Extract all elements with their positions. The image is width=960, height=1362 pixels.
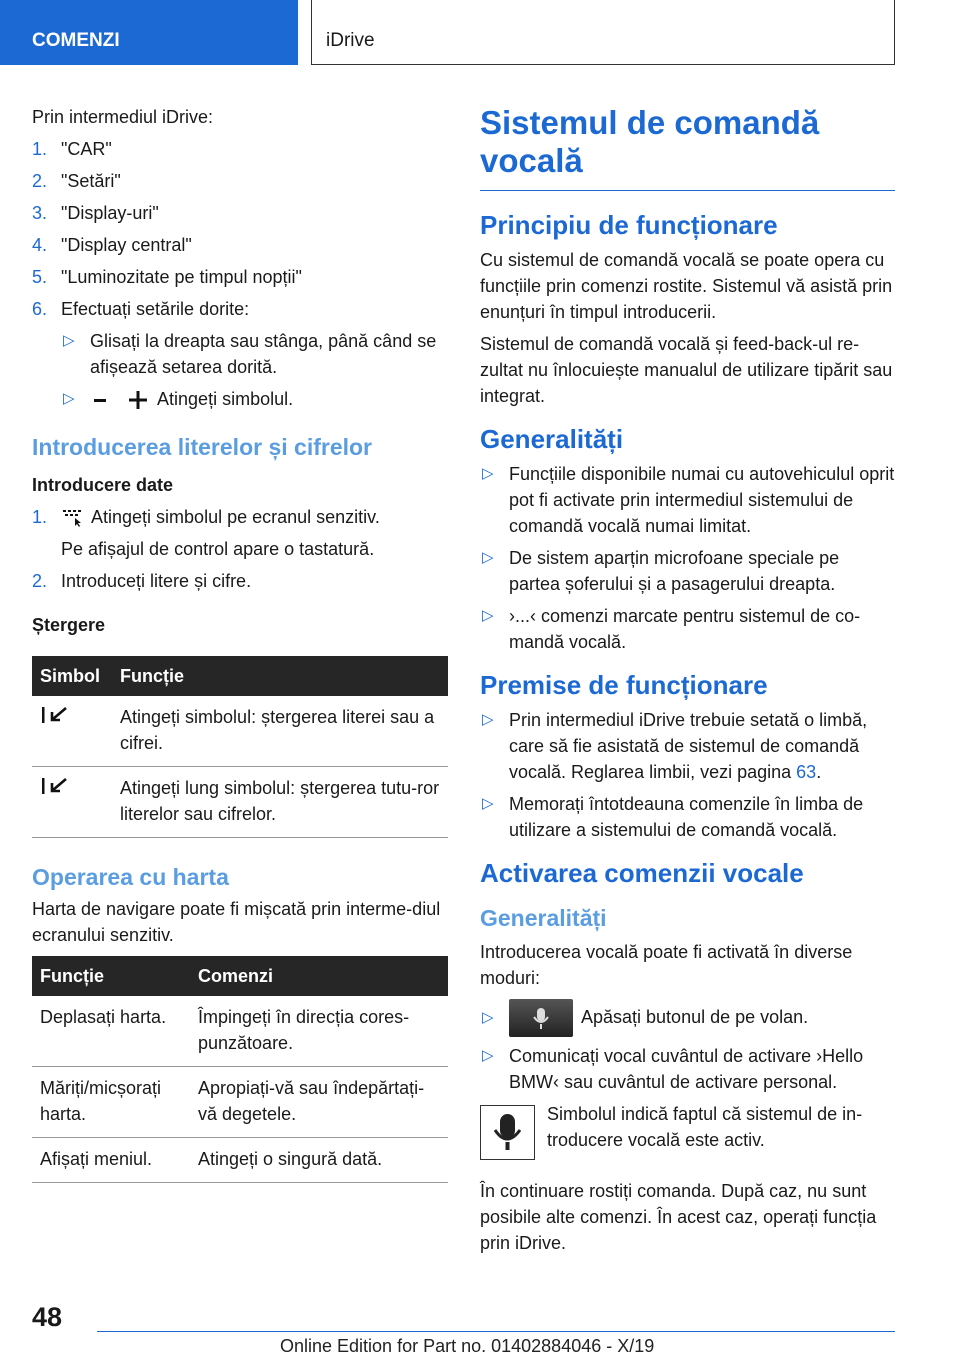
triangle-bullet-icon: ▷ (482, 795, 494, 812)
page-link[interactable]: 63 (796, 762, 817, 782)
bullet-text: De sistem aparțin microfoane speciale pe partea șoferului și a pasagerului dreapta. (509, 548, 840, 594)
right-column (480, 104, 895, 1262)
table-cell: Împingeți în direcția cores-punzătoare. (190, 996, 448, 1067)
step-number: 2. (32, 171, 48, 191)
map-text: Harta de navigare poate fi mișcată prin interme-diul ecranului senzitiv. (32, 899, 441, 945)
step-item (32, 504, 448, 562)
triangle-bullet-icon: ▷ (482, 1047, 494, 1064)
bullet-text: ›...‹ comenzi marcate pentru sistemul de co-mandă vocală. (509, 606, 861, 652)
step-item (32, 232, 448, 258)
general-list (480, 461, 895, 655)
footer-edition: Online Edition for Part no. 01402884046 - X/19 (280, 1336, 655, 1356)
step-text: Introduceți litere și cifre. (61, 571, 252, 591)
triangle-bullet-icon: ▷ (482, 711, 494, 728)
paragraph: Cu sistemul de comandă vocală se poate opera cu funcțiile prin comenzi rostite. Sistemul vă asistă prin enunțuri în timpul introducerii. (480, 250, 893, 322)
closing-paragraph: În continuare rostiți comanda. După caz, nu sunt posibile alte comenzi. În acest caz, operați funcția prin iDrive. (480, 1181, 877, 1253)
bullet-item (61, 328, 448, 380)
table-header-cell: Funcție (32, 956, 190, 996)
step-number: 2. (32, 571, 48, 591)
section-label: COMENZI (32, 30, 120, 51)
step-text: "Setări" (61, 171, 121, 191)
bullet-item (480, 461, 895, 539)
table-row (32, 1067, 448, 1138)
triangle-bullet-icon: ▷ (482, 1009, 494, 1026)
bullet-item (480, 603, 895, 655)
step-number: 4. (32, 235, 48, 255)
bullet-text-end: . (816, 762, 822, 782)
heading-map: Operarea cu harta (32, 864, 229, 890)
bullet-item (480, 791, 895, 843)
bullet-text: Funcțiile disponibile numai cu autovehiculul oprit pot fi activate prin intermediul sistemului de comandă vocală numai limitat. (509, 464, 895, 536)
keyboard-touch-icon (61, 508, 87, 528)
chapter-label: iDrive (326, 30, 375, 51)
bullet-text: Prin intermediul iDrive trebuie setată o limbă, care să fie asistată de sistemul de comandă vocală. Reglarea limbii, vezi pagina (509, 710, 868, 782)
bullet-text: Glisați la dreapta sau stânga, până când se afișează setarea dorită. (90, 331, 437, 377)
microphone-icon (481, 1106, 534, 1159)
triangle-bullet-icon: ▷ (63, 390, 75, 407)
entry-steps (32, 504, 448, 594)
table-cell: Deplasați harta. (32, 996, 190, 1067)
table-header-cell: Comenzi (190, 956, 448, 996)
steering-voice-button-image (509, 999, 573, 1037)
step-item (32, 296, 448, 322)
bullet-text: Atingeți simbolul. (157, 389, 294, 409)
table-cell: Apropiați-vă sau îndepărtați-vă degetele. (190, 1067, 448, 1138)
step-number: 1. (32, 507, 48, 527)
minus-icon (90, 390, 120, 410)
bullet-item (61, 386, 448, 412)
heading-activate: Activarea comenzii vocale (480, 858, 804, 888)
triangle-bullet-icon: ▷ (482, 465, 494, 482)
paragraph: Introducerea vocală poate fi activată în diverse moduri: (480, 942, 853, 988)
heading-general: Generalități (480, 424, 624, 454)
table-cell: Măriți/micșorați harta. (32, 1067, 190, 1138)
paragraph: Sistemul de comandă vocală și feed-back-ul re-zultat nu înlocuiește manualul de utilizare tipărit sau integrat. (480, 334, 893, 406)
heading-general-2: Generalități (480, 905, 607, 931)
heading-premise: Premise de funcționare (480, 670, 768, 700)
triangle-bullet-icon: ▷ (482, 607, 494, 624)
footer-divider (97, 1331, 895, 1332)
delete-table (32, 656, 448, 838)
bullet-item (480, 545, 895, 597)
sub-steps (61, 328, 448, 412)
table-cell: Atingeți o singură dată. (190, 1138, 448, 1183)
step-text: "Display-uri" (61, 203, 159, 223)
table-header-cell: Funcție (112, 656, 448, 696)
table-header-row (32, 656, 448, 696)
bullet-item (480, 999, 895, 1037)
bullet-text: Comunicați vocal cuvântul de activare ›Hello BMW‹ sau cuvântul de activare personal. (509, 1046, 864, 1092)
step-text: Atingeți simbolul pe ecranul senzitiv. (91, 507, 380, 527)
table-cell: Atingeți lung simbolul: ștergerea tutu-ror literelor sau cifrelor. (112, 767, 448, 838)
step-item (32, 264, 448, 290)
section-tab (0, 0, 298, 65)
plus-icon (125, 389, 153, 411)
triangle-bullet-icon: ▷ (63, 332, 75, 349)
table-row (32, 1138, 448, 1183)
settings-steps (32, 136, 448, 322)
bullet-item (480, 1043, 895, 1095)
step-text: Efectuați setările dorite: (61, 299, 250, 319)
step-text: "CAR" (61, 139, 112, 159)
step-number: 5. (32, 267, 48, 287)
triangle-bullet-icon: ▷ (482, 549, 494, 566)
table-cell: Afișați meniul. (32, 1138, 190, 1183)
bullet-item (480, 707, 895, 785)
step-text: "Display central" (61, 235, 192, 255)
map-table (32, 956, 448, 1183)
table-header-row (32, 956, 448, 996)
microphone-icon (509, 999, 573, 1037)
bullet-text: Apăsați butonul de pe volan. (581, 1006, 809, 1027)
bullet-text: Memorați întotdeauna comenzile în limba de utilizare a sistemului de comandă vocală. (509, 794, 864, 840)
activate-list (480, 999, 895, 1095)
table-row (32, 767, 448, 838)
heading-delete: Ștergere (32, 615, 106, 635)
mic-note: Simbolul indică faptul că sistemul de in-troducere vocală este activ. (547, 1104, 863, 1150)
heading-principle: Principiu de funcționare (480, 210, 778, 240)
page-number: 48 (32, 1302, 63, 1332)
step-number: 1. (32, 139, 48, 159)
voice-active-symbol (480, 1105, 535, 1160)
chapter-tab (311, 0, 895, 65)
heading-data-entry: Introducere date (32, 475, 174, 495)
table-cell-symbol (32, 767, 112, 838)
backspace-icon (40, 704, 70, 726)
step-number: 6. (32, 299, 48, 319)
backspace-icon (40, 775, 70, 797)
step-text: "Luminozitate pe timpul nopții" (61, 267, 302, 287)
table-cell-symbol (32, 696, 112, 767)
step-item (32, 168, 448, 194)
step-item (32, 568, 448, 594)
step-item (32, 200, 448, 226)
table-cell: Atingeți simbolul: ștergerea literei sau a cifrei. (112, 696, 448, 767)
step-item (32, 136, 448, 162)
page-title: Sistemul de comandă vocală (480, 104, 895, 191)
premise-list (480, 707, 895, 843)
heading-letters: Introducerea literelor și cifrelor (32, 434, 373, 460)
table-row (32, 996, 448, 1067)
step-note: Pe afișajul de control apare o tastatură. (61, 539, 375, 559)
left-column (32, 104, 448, 1207)
step-number: 3. (32, 203, 48, 223)
table-header-cell: Simbol (32, 656, 112, 696)
table-row (32, 696, 448, 767)
intro-text: Prin intermediul iDrive: (32, 107, 214, 127)
